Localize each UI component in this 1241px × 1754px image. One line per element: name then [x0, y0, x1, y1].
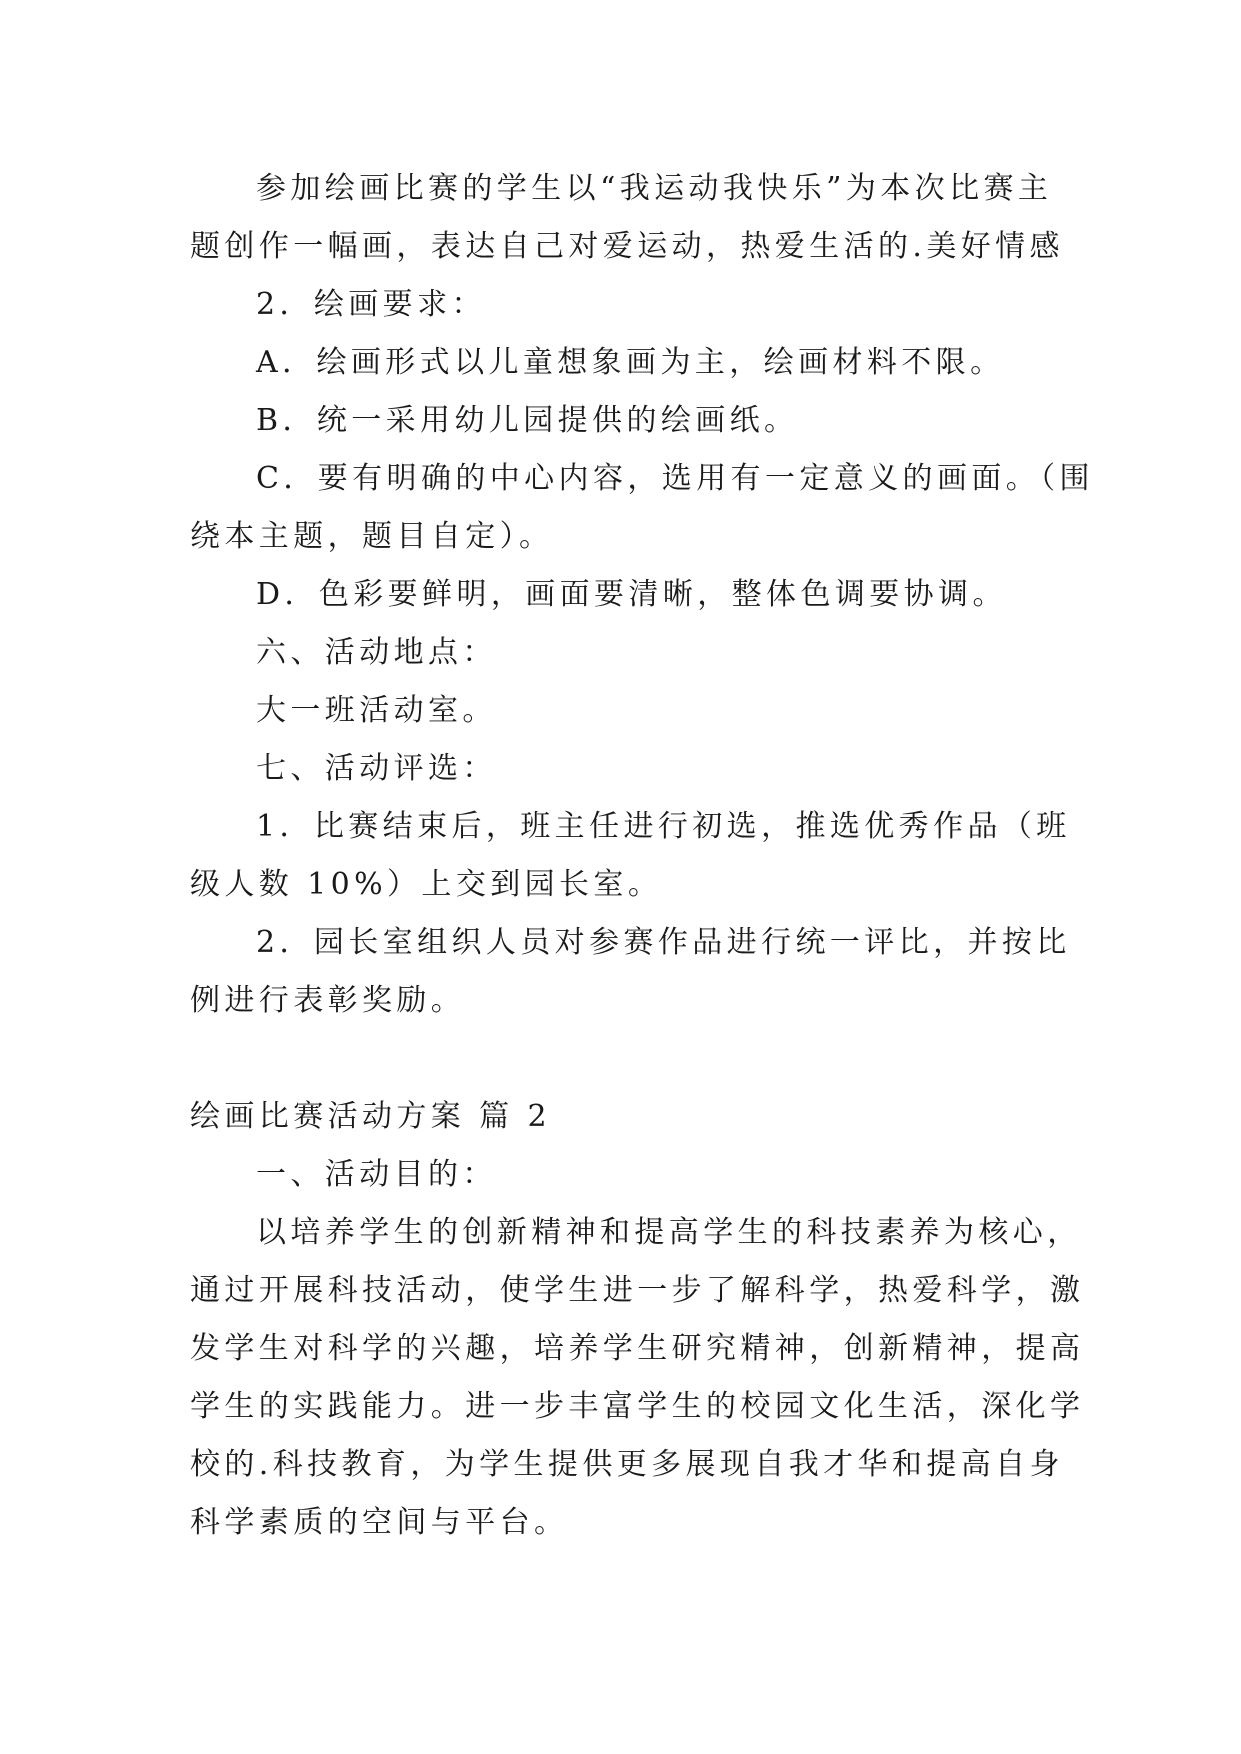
purpose-heading: 一、活动目的：	[256, 1157, 497, 1192]
evaluation-item-2-continued: 例进行表彰奖励。	[190, 983, 466, 1018]
purpose-paragraph-line: 科学素质的空间与平台。	[190, 1505, 569, 1540]
intro-paragraph-line: 题创作一幅画，表达自己对爱运动，热爱生活的.美好情感	[190, 229, 1064, 264]
location-value: 大一班活动室。	[256, 693, 497, 728]
purpose-paragraph-line: 校的.科技教育，为学生提供更多展现自我才华和提高自身	[190, 1447, 1064, 1482]
evaluation-heading: 七、活动评选：	[256, 751, 497, 786]
location-heading: 六、活动地点：	[256, 635, 497, 670]
requirement-item-b: B．统一采用幼儿园提供的绘画纸。	[256, 403, 799, 438]
requirement-item-c: C．要有明确的中心内容，选用有一定意义的画面。（围	[256, 461, 1094, 496]
document-body	[190, 160, 1094, 1552]
purpose-paragraph-line: 以培养学生的创新精神和提高学生的科技素养为核心，	[256, 1215, 1082, 1250]
evaluation-item-1: 1．比赛结束后，班主任进行初选，推选优秀作品（班	[256, 809, 1071, 844]
purpose-paragraph-line: 发学生对科学的兴趣，培养学生研究精神，创新精神，提高	[190, 1331, 1085, 1366]
purpose-paragraph-line: 学生的实践能力。进一步丰富学生的校园文化生活，深化学	[190, 1389, 1085, 1424]
purpose-paragraph-line: 通过开展科技活动，使学生进一步了解科学，热爱科学，激	[190, 1273, 1085, 1308]
intro-paragraph-line: 参加绘画比赛的学生以“我运动我快乐”为本次比赛主	[256, 171, 1053, 206]
requirement-item-d: D．色彩要鲜明，画面要清晰，整体色调要协调。	[256, 577, 1007, 612]
section-title: 绘画比赛活动方案 篇 2	[190, 1099, 551, 1134]
requirement-item-c-continued: 绕本主题，题目自定）。	[190, 519, 554, 554]
section-spacer	[190, 1030, 1056, 1088]
evaluation-item-2: 2．园长室组织人员对参赛作品进行统一评比，并按比	[256, 925, 1071, 960]
evaluation-item-1-continued: 级人数 10%）上交到园长室。	[190, 867, 663, 902]
requirement-item-a: A．绘画形式以儿童想象画为主，绘画材料不限。	[256, 345, 1005, 380]
requirements-heading: 2．绘画要求：	[256, 287, 486, 322]
